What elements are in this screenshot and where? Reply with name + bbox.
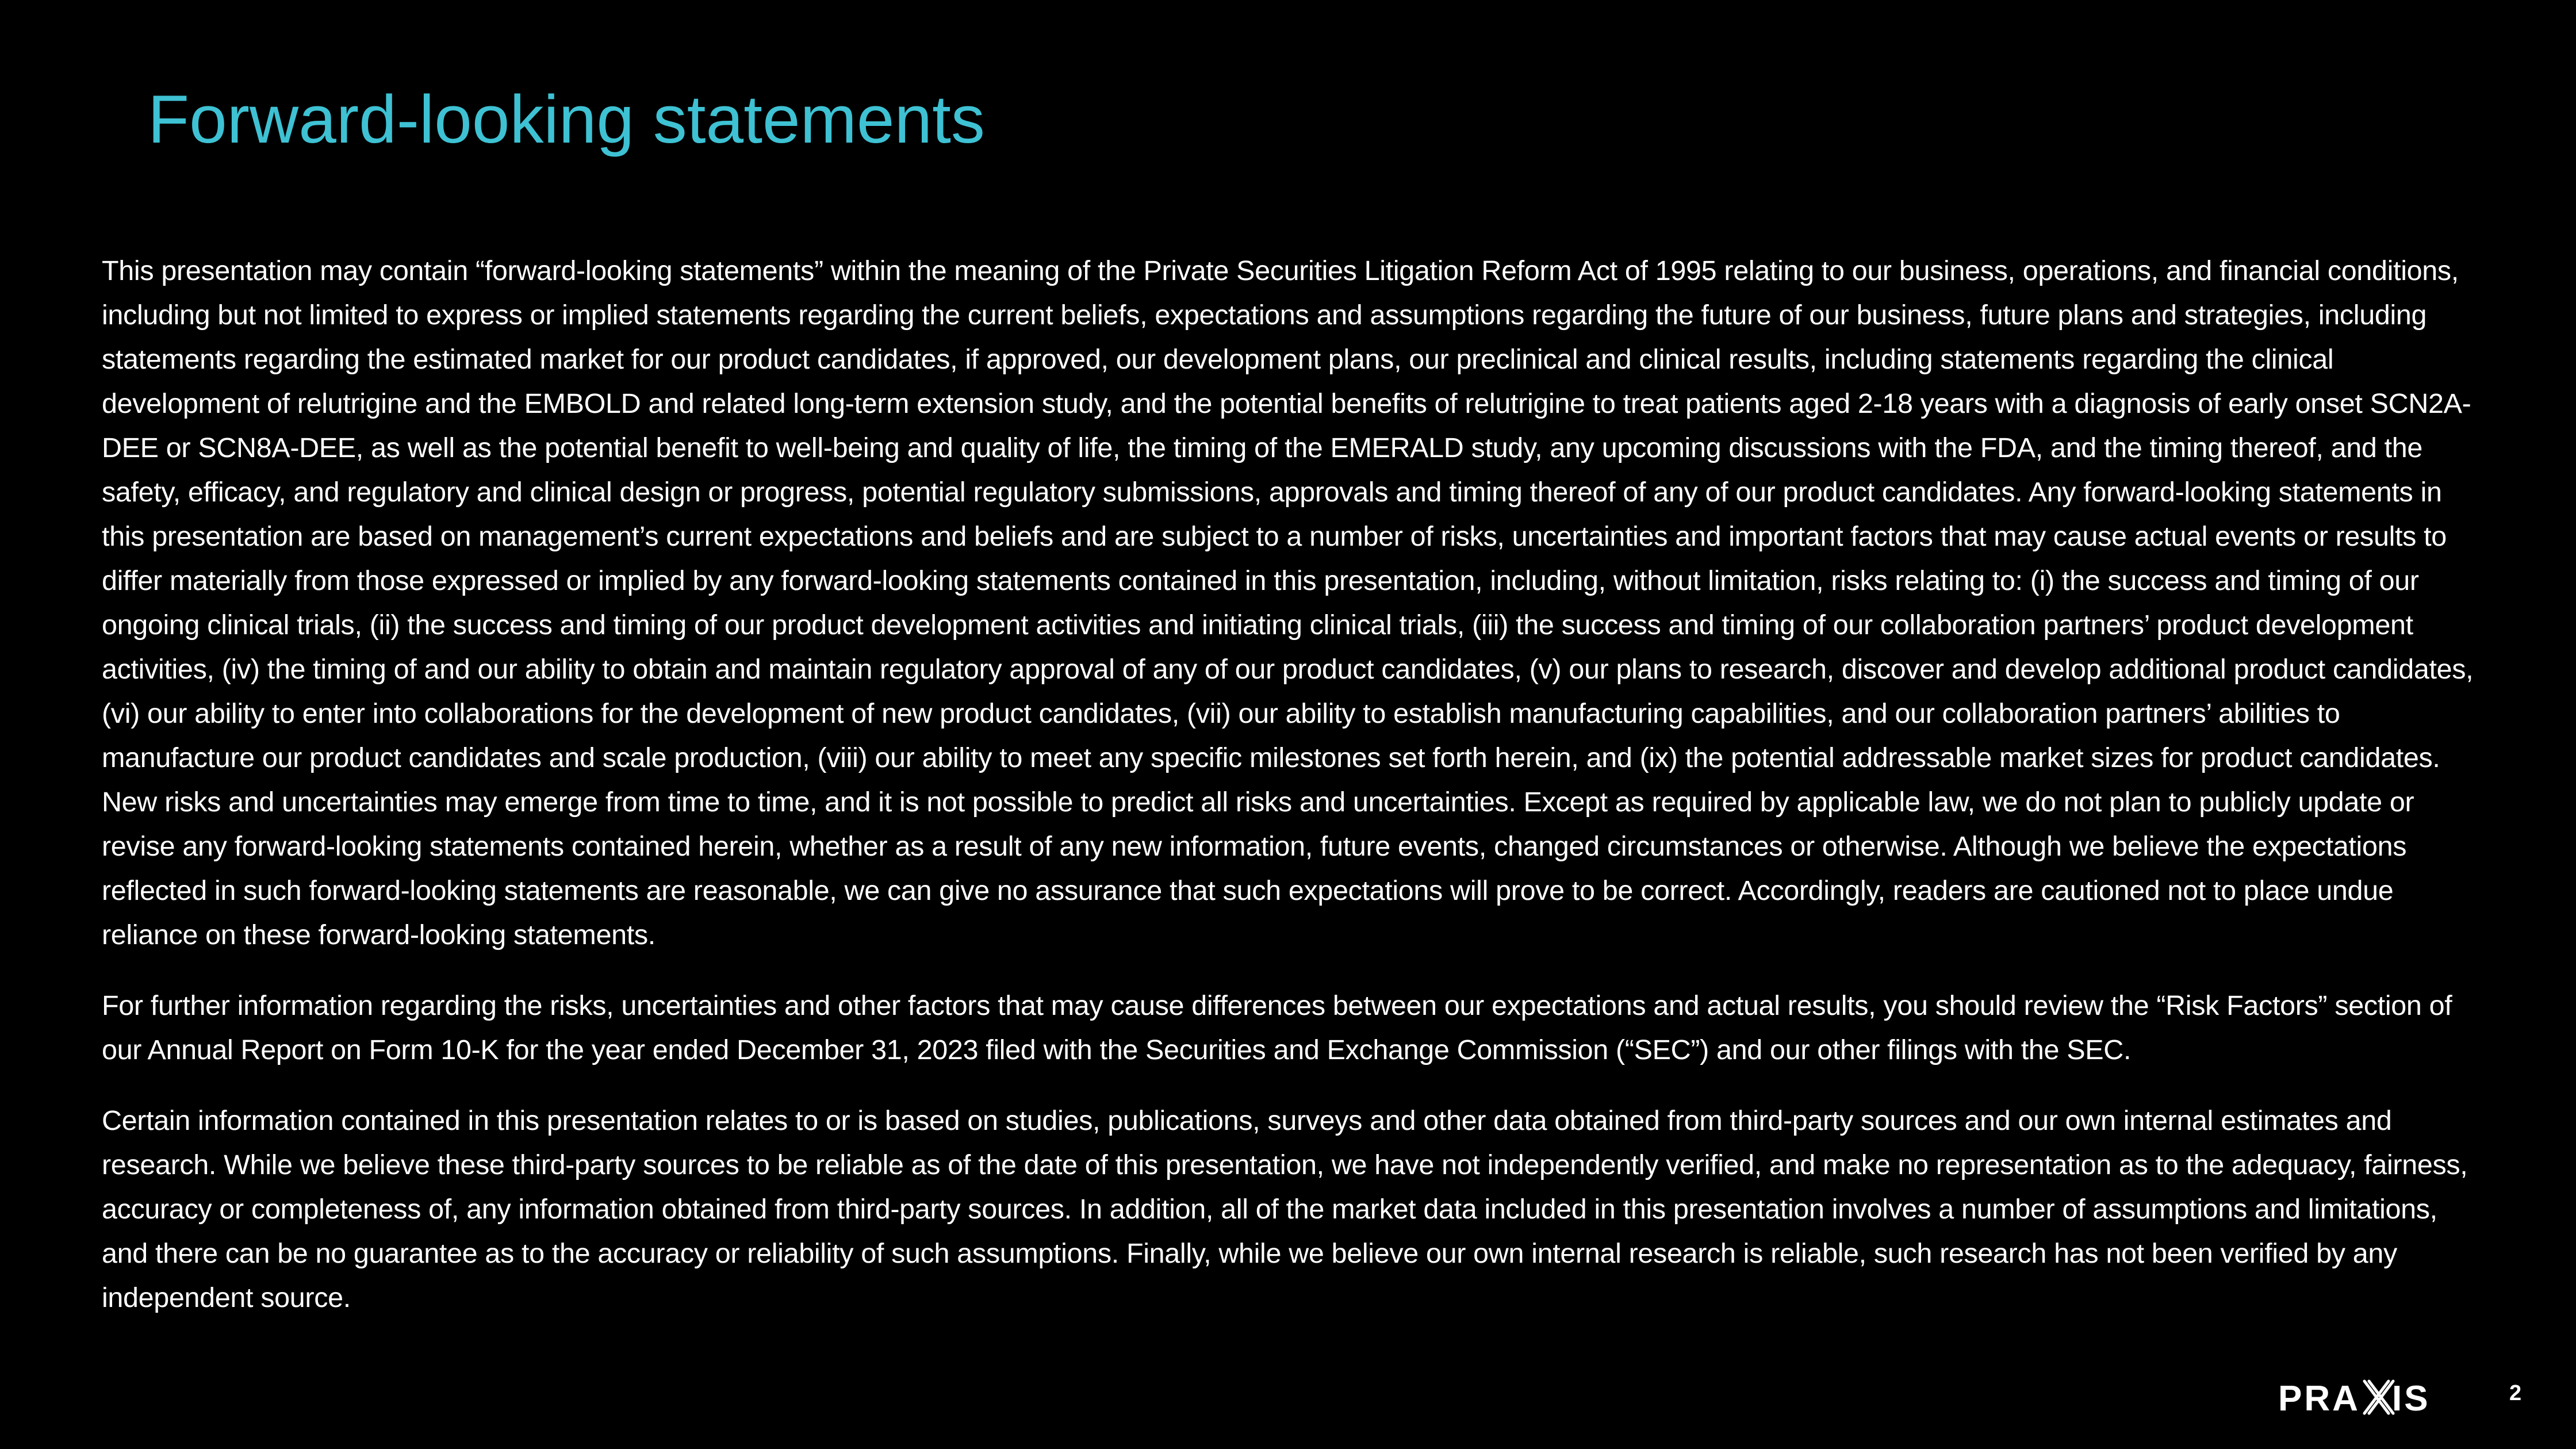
slide-title: Forward-looking statements <box>148 82 985 158</box>
paragraph-forward-looking: This presentation may contain “forward-looking statements” within the meaning of the Private Securities Litigation Reform Act of 1995 relating to our business, operations, and financial conditions, including but not limited to express or implied statements regarding the current beliefs, expectations and assumptions regarding the future of our business, future plans and strategies, including statements regarding the estimated market for our product candidates, if approved, our development plans, our preclinical and clinical results, including statements regarding the clinical development of relutrigine and the EMBOLD and related long-term extension study, and the potential benefits of relutrigine to treat patients aged 2-18 years with a diagnosis of early onset SCN2A-DEE or SCN8A-DEE, as well as the potential benefit to well-being and quality of life, the timing of the EMERALD study, any upcoming discussions with the FDA, and the timing thereof, and the safety, efficacy, and regulatory and clinical design or progress, potential regulatory submissions, approvals and timing thereof of any of our product candidates. Any forward-looking statements in this presentation are based on management’s current expectations and beliefs and are subject to a number of risks, uncertainties and important factors that may cause actual events or results to differ materially from those expressed or implied by any forward-looking statements contained in this presentation, including, without limitation, risks relating to: (i) the success and timing of our ongoing clinical trials, (ii) the success and timing of our product development activities and initiating clinical trials, (iii) the success and timing of our collaboration partners’ product development activities, (iv) the timing of and our ability to obtain and maintain regulatory approval of any of our product candidates, (v) our plans to research, discover and develop additional product candidates, (vi) our ability to enter into collaborations for the development of new product candidates, (vii) our ability to establish manufacturing capabilities, and our collaboration partners’ abilities to manufacture our product candidates and scale production, (viii) our ability to meet any specific milestones set forth herein, and (ix) the potential addressable market sizes for product candidates. New risks and uncertainties may emerge from time to time, and it is not possible to predict all risks and uncertainties. Except as required by applicable law, we do not plan to publicly update or revise any forward-looking statements contained herein, whether as a result of any new information, future events, changed circumstances or otherwise. Although we believe the expectations reflected in such forward-looking statements are reasonable, we can give no assurance that such expectations will prove to be correct. Accordingly, readers are cautioned not to place undue reliance on these forward-looking statements. <box>102 255 2474 950</box>
svg-text:PRA: PRA <box>2278 1379 2360 1419</box>
paragraph-third-party-data: Certain information contained in this presentation relates to or is based on studies, publications, surveys and other data obtained from third-party sources and our own internal estimates and research. While we believe these third-party sources to be reliable as of the date of this presentation, we have not independently verified, and make no representation as to the adequacy, fairness, accuracy or completeness of, any information obtained from third-party sources. In addition, all of the market data included in this presentation involves a number of assumptions and limitations, and there can be no guarantee as to the accuracy or reliability of such assumptions. Finally, while we believe our own internal research is reliable, such research has not been verified by any independent source. <box>102 1105 2468 1313</box>
disclaimer-body <box>102 249 2488 1347</box>
page-number: 2 <box>2509 1381 2522 1405</box>
svg-text:IS: IS <box>2392 1379 2431 1419</box>
praxis-logo <box>2278 1368 2439 1426</box>
paragraph-risk-factors: For further information regarding the risks, uncertainties and other factors that may cause differences between our expectations and actual results, you should review the “Risk Factors” section of our Annual Report on Form 10-K for the year ended December 31, 2023 filed with the Securities and Exchange Commission (“SEC”) and our other filings with the SEC. <box>102 990 2452 1065</box>
